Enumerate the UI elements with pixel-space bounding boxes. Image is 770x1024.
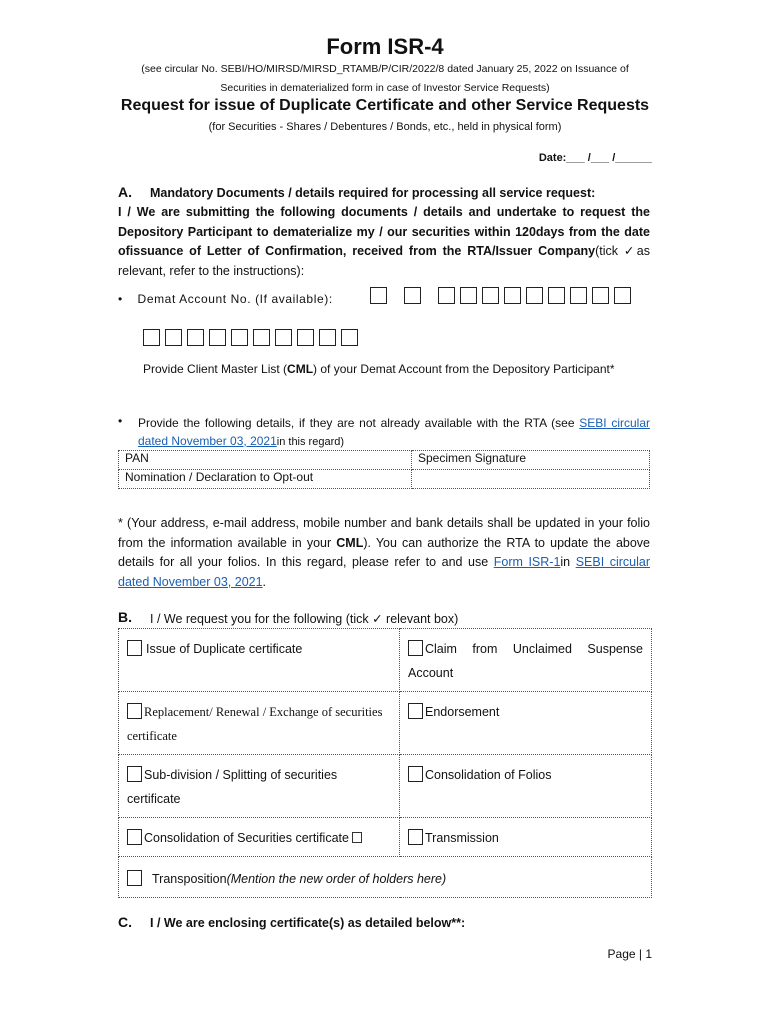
table-cell-pan[interactable]: PAN [119,451,412,470]
section-b-title: I / We request you for the following (tick ✓ relevant box) [150,612,459,626]
demat-account-boxes-row2 [143,329,358,346]
table-cell-specimen-signature[interactable]: Specimen Signature [412,451,650,470]
demat-digit-box[interactable] [482,287,499,304]
option-label: Claim from Unclaimed Suspense Account [408,642,643,680]
demat-digit-box[interactable] [341,329,358,346]
demat-digit-box[interactable] [404,287,421,304]
option-label: Issue of Duplicate certificate [146,642,303,656]
option-label: Endorsement [425,705,500,719]
cml-prefix: Provide Client Master List ( [143,362,288,376]
table-row [119,818,652,857]
option-cell [119,818,400,857]
table-row [119,857,652,898]
option-cell [119,629,400,692]
checkbox[interactable] [127,703,142,719]
demat-digit-box[interactable] [504,287,521,304]
section-a-intro-tail: (tick ✓as relevant, refer to the instructions): [118,244,650,278]
circular-reference-line2: Securities in dematerialized form in case of Investor Service Requests) [220,82,550,94]
note-bold: CML [336,535,364,550]
form-isr1-link[interactable]: Form ISR-1 [493,555,561,569]
section-c-title: I / We are enclosing certificate(s) as detailed below**: [150,916,466,930]
demat-digit-box[interactable] [253,329,270,346]
checkbox[interactable] [127,766,142,782]
demat-digit-box[interactable] [592,287,609,304]
circular-reference-line1: (see circular No. SEBI/HO/MIRSD/MIRSD_RTAMB/P/CIR/2022/8 dated January 25, 2022 on Issuance of [141,63,629,75]
demat-digit-box[interactable] [275,329,292,346]
checkbox[interactable] [408,703,423,719]
section-a-intro [118,203,650,281]
table-row [119,451,650,470]
demat-digit-box[interactable] [187,329,204,346]
checkbox[interactable] [408,640,423,656]
sebi-circular-link[interactable]: SEBI circular dated November 03, 2021 [118,555,650,589]
table-cell-empty[interactable] [412,470,650,489]
demat-digit-box[interactable] [231,329,248,346]
option-cell-transposition [119,857,652,898]
demat-digit-box[interactable] [526,287,543,304]
demat-digit-box[interactable] [143,329,160,346]
option-cell [400,629,652,692]
bullet-dot: • [118,292,123,306]
option-label: Consolidation of Folios [425,768,552,782]
cml-instruction [143,360,650,380]
form-subheading: (for Securities - Shares / Debentures / Bonds, etc., held in physical form) [208,121,562,133]
demat-digit-box[interactable] [460,287,477,304]
note-text: * (Your address, e-mail address, mobile number and bank details shall be updated in your folio from the information available in your [118,516,650,550]
demat-account-label: Demat Account No. (If available): [137,292,333,306]
note-text: in [560,555,576,569]
demat-digit-box[interactable] [438,287,455,304]
option-label: Sub-division / Splitting of securities certificate [127,768,338,806]
demat-digit-box[interactable] [319,329,336,346]
demat-account-boxes-row1 [370,287,631,304]
bullet-dot: • [118,414,123,428]
demat-digit-box[interactable] [570,287,587,304]
form-heading: Request for issue of Duplicate Certificate and other Service Requests [120,97,650,114]
service-request-table [118,628,652,898]
demat-digit-box[interactable] [209,329,226,346]
table-row [119,692,652,755]
details-table [118,450,650,489]
demat-digit-box[interactable] [297,329,314,346]
option-cell [119,755,400,818]
section-a-title: Mandatory Documents / details required for processing all service request: [150,186,596,200]
note-text: . [262,574,267,589]
option-cell [400,755,652,818]
checkbox[interactable] [127,640,142,656]
option-cell [119,692,400,755]
table-cell-nomination[interactable]: Nomination / Declaration to Opt-out [119,470,412,489]
section-a-letter: A. [118,184,132,200]
address-note [118,514,650,592]
sebi-circular-link[interactable]: SEBI circular dated November 03, 2021 [138,416,650,448]
checkbox[interactable] [408,766,423,782]
missing-glyph-icon [352,832,362,843]
checkbox[interactable] [127,829,142,845]
date-field[interactable]: Date:___ /___ /______ [538,152,652,164]
table-row [119,629,652,692]
checkbox[interactable] [127,870,142,886]
form-title: Form ISR-4 [326,34,444,59]
section-c-letter: C. [118,914,132,930]
section-b-letter: B. [118,609,132,625]
bullet-demat [118,292,333,306]
cml-bold: CML [287,362,314,376]
note-text: ). You can authorize the RTA to update the above details for all your folios. In this regard, please refer to and use [118,535,650,569]
section-a-intro-bold: I / We are submitting the following documents / details and undertake to request the Depository Participant to dematerialize my / our securities within 120days from the date ofissuance of Letter of Confirmation, received from the RTA/Issuer Company [118,205,650,258]
table-row [119,470,650,489]
checkbox[interactable] [408,829,423,845]
option-cell [400,818,652,857]
demat-digit-box[interactable] [548,287,565,304]
option-cell [400,692,652,755]
page-number: Page | 1 [607,947,652,961]
transposition-label: Transposition [152,872,227,886]
option-label: Consolidation of Securities certificate [144,831,349,845]
cml-suffix: ) of your Demat Account from the Depository Participant* [313,362,615,376]
demat-digit-box[interactable] [614,287,631,304]
bullet-provide-details [138,414,650,451]
option-label: Transmission [425,831,499,845]
provide-details-text: Provide the following details, if they are not already available with the RTA (see [138,416,580,430]
demat-digit-box[interactable] [370,287,387,304]
transposition-note: (Mention the new order of holders here) [226,872,447,886]
demat-digit-box[interactable] [165,329,182,346]
option-label: Replacement/ Renewal / Exchange of securities certificate [127,705,383,743]
provide-details-tail: in this regard) [276,436,345,448]
table-row [119,755,652,818]
